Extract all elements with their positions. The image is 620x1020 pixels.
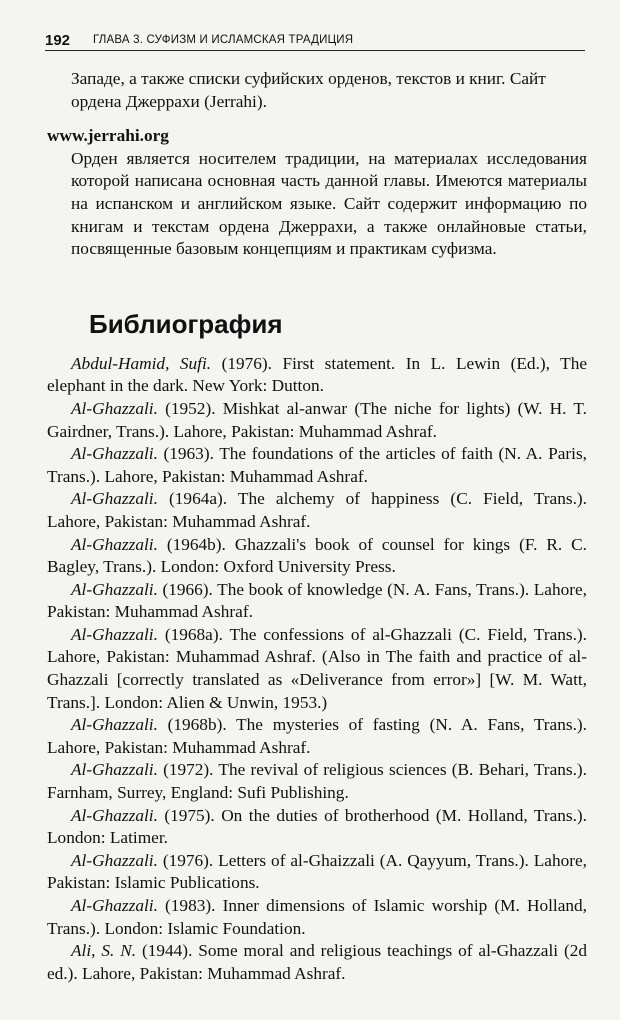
bib-entry	[47, 714, 587, 759]
bib-author: Al-Ghazzali.	[71, 489, 158, 509]
bib-author: Ali, S. N.	[71, 941, 137, 961]
bib-entry	[47, 759, 587, 804]
bib-entry	[47, 398, 587, 443]
bib-text: (1972). The revival of religious sciences (B. Behari, Trans.). Farnham, Surrey, England: Sufi Publishing.	[47, 760, 587, 803]
bib-entry	[47, 579, 587, 624]
bib-author: Al-Ghazzali.	[71, 896, 158, 915]
bib-text: (1966). The book of knowledge (N. A. Fans, Trans.). Lahore, Pakistan: Muhammad Ashraf.	[47, 579, 587, 622]
bib-entry	[47, 850, 587, 895]
bib-author: Al-Ghazzali.	[71, 850, 158, 870]
bib-text: (1983). Inner dimensions of Islamic worship (M. Holland, Trans.). London: Islamic Foundation.	[47, 896, 587, 938]
site-description: Орден является носителем традиции, на материалах исследования которой написана основная часть данной главы. Имеются материалы на испанском и английском языке. Сайт содержит информацию по книгам и текстам ордена Джеррахи, а также онлайновые статьи, посвященные базовым концепциям и практикам суфизма.	[71, 148, 587, 259]
bib-text: (1976). Letters of al-Ghaizzali (A. Qayyum, Trans.). Lahore, Pakistan: Islamic Publications.	[47, 850, 587, 893]
bib-author: Al-Ghazzali.	[71, 398, 158, 418]
bib-author: Al-Ghazzali.	[71, 760, 158, 780]
bib-author: Al-Ghazzali.	[71, 579, 158, 599]
bib-entry	[47, 940, 587, 985]
bib-text: (1975). On the duties of brotherhood (M. Holland, Trans.). London: Latimer.	[47, 805, 587, 848]
bib-text: (1968b). The mysteries of fasting (N. A. Fans, Trans.). Lahore, Pakistan: Muhammad Ashraf.	[47, 715, 587, 757]
site-url: www.jerrahi.org	[47, 126, 169, 146]
bib-entry	[47, 443, 587, 488]
page-content	[47, 68, 587, 985]
bib-author: Al-Ghazzali.	[71, 805, 158, 825]
bib-text: (1952). Mishkat al-anwar (The niche for lights) (W. H. T. Gairdner, Trans.). Lahore, Pakistan: Muhammad Ashraf.	[47, 398, 587, 441]
bib-text: (1944). Some moral and religious teachings of al-Ghazzali (2d ed.). Lahore, Pakistan: Muhammad Ashraf.	[47, 941, 587, 983]
intro-paragraph: Западе, а также списки суфийских орденов, текстов и книг. Сайт ордена Джеррахи (Jerrahi).	[71, 69, 546, 111]
bib-text: (1964b). Ghazzali's book of counsel for kings (F. R. C. Bagley, Trans.). London: Oxford University Press.	[47, 534, 587, 577]
bib-author: Al-Ghazzali.	[71, 715, 158, 735]
bib-author: Al-Ghazzali.	[71, 444, 158, 464]
bib-entry	[47, 353, 587, 398]
bibliography-title: Библиография	[89, 308, 283, 339]
bib-author: Abdul-Hamid, Sufi.	[71, 353, 212, 373]
bib-entry	[47, 624, 587, 714]
page-header	[45, 30, 585, 51]
bib-author: Al-Ghazzali.	[71, 534, 158, 554]
bib-text: (1964a). The alchemy of happiness (C. Field, Trans.). Lahore, Pakistan: Muhammad Ashraf.	[47, 489, 587, 531]
bib-entry	[47, 805, 587, 850]
bib-text: (1963). The foundations of the articles of faith (N. A. Paris, Trans.). Lahore, Pakistan: Muhammad Ashraf.	[47, 444, 587, 486]
page-number: 192	[45, 32, 71, 49]
bib-text: (1968a). The confessions of al-Ghazzali (C. Field, Trans.). Lahore, Pakistan: Muhammad Ashraf. (Also in The faith and practice of al-Ghazzali [correctly translated as «Deliverance from error»] [W. M. Watt, Trans.]. London: Alien & Unwin, 1953.)	[47, 624, 587, 712]
bibliography-list	[47, 353, 587, 986]
running-head: ГЛАВА 3. СУФИЗМ И ИСЛАМСКАЯ ТРАДИЦИЯ	[93, 34, 354, 46]
bib-entry	[47, 895, 587, 940]
bib-entry	[47, 534, 587, 579]
bib-author: Al-Ghazzali.	[71, 624, 158, 644]
bib-entry	[47, 488, 587, 533]
bib-text: (1976). First statement. In L. Lewin (Ed.), The elephant in the dark. New York: Dutton.	[47, 353, 588, 396]
